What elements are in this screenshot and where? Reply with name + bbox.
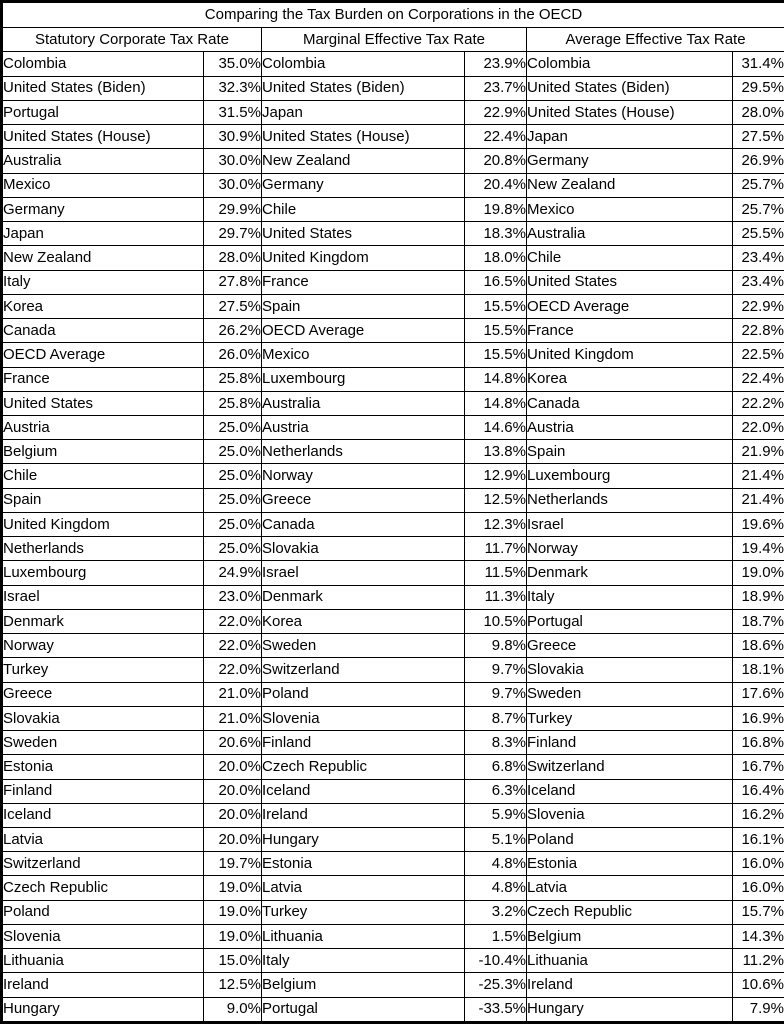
- rate-cell: 4.8%: [465, 876, 527, 900]
- rate-cell: 9.8%: [465, 634, 527, 658]
- rate-cell: 22.9%: [465, 100, 527, 124]
- rate-cell: 31.4%: [733, 52, 784, 76]
- country-cell: Austria: [527, 416, 733, 440]
- rate-cell: 25.0%: [204, 488, 262, 512]
- country-cell: Mexico: [262, 343, 465, 367]
- table-row: [2, 949, 784, 973]
- country-cell: Czech Republic: [262, 755, 465, 779]
- country-cell: Iceland: [527, 779, 733, 803]
- rate-cell: 16.8%: [733, 731, 784, 755]
- country-cell: Hungary: [262, 827, 465, 851]
- table-row: [2, 197, 784, 221]
- country-cell: Ireland: [527, 973, 733, 997]
- rate-cell: 15.5%: [465, 343, 527, 367]
- table-row: [2, 343, 784, 367]
- rate-cell: 30.9%: [204, 125, 262, 149]
- rate-cell: 31.5%: [204, 100, 262, 124]
- table-row: [2, 803, 784, 827]
- rate-cell: -33.5%: [465, 997, 527, 1022]
- header-row: [2, 28, 784, 52]
- rate-cell: 8.7%: [465, 706, 527, 730]
- country-cell: Luxembourg: [262, 367, 465, 391]
- table-row: [2, 246, 784, 270]
- table-row: [2, 585, 784, 609]
- table-row: [2, 512, 784, 536]
- table-row: [2, 561, 784, 585]
- rate-cell: 20.0%: [204, 827, 262, 851]
- country-cell: Portugal: [262, 997, 465, 1022]
- country-cell: Latvia: [527, 876, 733, 900]
- table-row: [2, 634, 784, 658]
- table-row: [2, 827, 784, 851]
- rate-cell: 25.5%: [733, 222, 784, 246]
- country-cell: Switzerland: [262, 658, 465, 682]
- rate-cell: 25.0%: [204, 416, 262, 440]
- country-cell: Spain: [262, 294, 465, 318]
- rate-cell: 16.2%: [733, 803, 784, 827]
- country-cell: Switzerland: [527, 755, 733, 779]
- country-cell: United States (Biden): [2, 76, 204, 100]
- rate-cell: 8.3%: [465, 731, 527, 755]
- rate-cell: 28.0%: [733, 100, 784, 124]
- rate-cell: 22.9%: [733, 294, 784, 318]
- header-marginal-effective-tax-rate: Marginal Effective Tax Rate: [262, 28, 527, 52]
- rate-cell: 12.9%: [465, 464, 527, 488]
- rate-cell: 20.6%: [204, 731, 262, 755]
- country-cell: Mexico: [2, 173, 204, 197]
- table-row: [2, 125, 784, 149]
- table-title: Comparing the Tax Burden on Corporations in the OECD: [2, 2, 784, 28]
- table-row: [2, 149, 784, 173]
- country-cell: Greece: [2, 682, 204, 706]
- country-cell: Czech Republic: [2, 876, 204, 900]
- rate-cell: 25.0%: [204, 512, 262, 536]
- country-cell: Netherlands: [2, 537, 204, 561]
- country-cell: Lithuania: [262, 924, 465, 948]
- rate-cell: 19.0%: [204, 876, 262, 900]
- country-cell: Greece: [262, 488, 465, 512]
- rate-cell: 15.7%: [733, 900, 784, 924]
- country-cell: Slovakia: [527, 658, 733, 682]
- rate-cell: 21.0%: [204, 706, 262, 730]
- country-cell: Turkey: [2, 658, 204, 682]
- rate-cell: 19.0%: [204, 900, 262, 924]
- table-row: [2, 76, 784, 100]
- country-cell: Mexico: [527, 197, 733, 221]
- country-cell: Austria: [2, 416, 204, 440]
- table-row: [2, 755, 784, 779]
- rate-cell: 19.0%: [733, 561, 784, 585]
- country-cell: Finland: [2, 779, 204, 803]
- rate-cell: 19.6%: [733, 512, 784, 536]
- country-cell: Turkey: [527, 706, 733, 730]
- rate-cell: 21.0%: [204, 682, 262, 706]
- table-row: [2, 173, 784, 197]
- rate-cell: 15.5%: [465, 319, 527, 343]
- rate-cell: 29.9%: [204, 197, 262, 221]
- rate-cell: 16.7%: [733, 755, 784, 779]
- country-cell: United States: [2, 391, 204, 415]
- country-cell: Italy: [2, 270, 204, 294]
- country-cell: Slovakia: [2, 706, 204, 730]
- country-cell: Belgium: [527, 924, 733, 948]
- rate-cell: 18.0%: [465, 246, 527, 270]
- country-cell: Poland: [527, 827, 733, 851]
- country-cell: United Kingdom: [262, 246, 465, 270]
- rate-cell: 14.8%: [465, 391, 527, 415]
- country-cell: Norway: [2, 634, 204, 658]
- table-row: [2, 876, 784, 900]
- country-cell: Czech Republic: [527, 900, 733, 924]
- country-cell: Portugal: [2, 100, 204, 124]
- rate-cell: 17.6%: [733, 682, 784, 706]
- country-cell: Japan: [2, 222, 204, 246]
- rate-cell: 21.4%: [733, 464, 784, 488]
- country-cell: Portugal: [527, 609, 733, 633]
- country-cell: Belgium: [262, 973, 465, 997]
- rate-cell: 28.0%: [204, 246, 262, 270]
- country-cell: Israel: [262, 561, 465, 585]
- rate-cell: 25.7%: [733, 197, 784, 221]
- table-row: [2, 391, 784, 415]
- country-cell: United States: [262, 222, 465, 246]
- country-cell: France: [527, 319, 733, 343]
- rate-cell: 9.7%: [465, 658, 527, 682]
- country-cell: Spain: [527, 440, 733, 464]
- rate-cell: 3.2%: [465, 900, 527, 924]
- country-cell: Israel: [2, 585, 204, 609]
- rate-cell: 14.6%: [465, 416, 527, 440]
- rate-cell: 25.7%: [733, 173, 784, 197]
- country-cell: Finland: [527, 731, 733, 755]
- rate-cell: 11.7%: [465, 537, 527, 561]
- rate-cell: 23.7%: [465, 76, 527, 100]
- rate-cell: 20.8%: [465, 149, 527, 173]
- country-cell: Latvia: [262, 876, 465, 900]
- table-row: [2, 924, 784, 948]
- country-cell: Chile: [2, 464, 204, 488]
- rate-cell: 23.4%: [733, 270, 784, 294]
- rate-cell: 30.0%: [204, 149, 262, 173]
- title-row: [2, 2, 784, 28]
- country-cell: Denmark: [262, 585, 465, 609]
- table-row: [2, 731, 784, 755]
- rate-cell: 9.0%: [204, 997, 262, 1022]
- country-cell: Slovenia: [527, 803, 733, 827]
- rate-cell: 18.9%: [733, 585, 784, 609]
- country-cell: New Zealand: [262, 149, 465, 173]
- country-cell: United States (House): [262, 125, 465, 149]
- table-row: [2, 319, 784, 343]
- country-cell: Japan: [262, 100, 465, 124]
- rate-cell: 26.0%: [204, 343, 262, 367]
- country-cell: Switzerland: [2, 852, 204, 876]
- rate-cell: 5.9%: [465, 803, 527, 827]
- country-cell: United Kingdom: [527, 343, 733, 367]
- country-cell: Italy: [527, 585, 733, 609]
- header-statutory-corporate-tax-rate: Statutory Corporate Tax Rate: [2, 28, 262, 52]
- rate-cell: 19.7%: [204, 852, 262, 876]
- country-cell: Germany: [262, 173, 465, 197]
- country-cell: United States: [527, 270, 733, 294]
- rate-cell: 27.5%: [204, 294, 262, 318]
- rate-cell: 22.0%: [204, 634, 262, 658]
- rate-cell: 1.5%: [465, 924, 527, 948]
- table-row: [2, 973, 784, 997]
- country-cell: Hungary: [2, 997, 204, 1022]
- table-row: [2, 900, 784, 924]
- table-row: [2, 609, 784, 633]
- rate-cell: 32.3%: [204, 76, 262, 100]
- rate-cell: 10.5%: [465, 609, 527, 633]
- country-cell: United States (Biden): [262, 76, 465, 100]
- country-cell: OECD Average: [2, 343, 204, 367]
- country-cell: Korea: [2, 294, 204, 318]
- rate-cell: 18.7%: [733, 609, 784, 633]
- rate-cell: 5.1%: [465, 827, 527, 851]
- rate-cell: 25.8%: [204, 391, 262, 415]
- rate-cell: 21.9%: [733, 440, 784, 464]
- rate-cell: 16.9%: [733, 706, 784, 730]
- country-cell: Estonia: [2, 755, 204, 779]
- country-cell: Chile: [527, 246, 733, 270]
- table-row: [2, 416, 784, 440]
- country-cell: United States (Biden): [527, 76, 733, 100]
- rate-cell: 29.7%: [204, 222, 262, 246]
- country-cell: Australia: [527, 222, 733, 246]
- rate-cell: 9.7%: [465, 682, 527, 706]
- rate-cell: 20.4%: [465, 173, 527, 197]
- country-cell: Germany: [527, 149, 733, 173]
- country-cell: Sweden: [527, 682, 733, 706]
- table-row: [2, 488, 784, 512]
- rate-cell: 27.5%: [733, 125, 784, 149]
- country-cell: Ireland: [262, 803, 465, 827]
- country-cell: Colombia: [527, 52, 733, 76]
- country-cell: Greece: [527, 634, 733, 658]
- country-cell: United Kingdom: [2, 512, 204, 536]
- country-cell: Korea: [527, 367, 733, 391]
- country-cell: OECD Average: [527, 294, 733, 318]
- country-cell: Canada: [262, 512, 465, 536]
- rate-cell: 20.0%: [204, 803, 262, 827]
- rate-cell: 22.0%: [204, 609, 262, 633]
- country-cell: United States (House): [527, 100, 733, 124]
- rate-cell: 12.5%: [204, 973, 262, 997]
- rate-cell: 19.0%: [204, 924, 262, 948]
- country-cell: Ireland: [2, 973, 204, 997]
- rate-cell: 6.8%: [465, 755, 527, 779]
- country-cell: Australia: [2, 149, 204, 173]
- rate-cell: 27.8%: [204, 270, 262, 294]
- rate-cell: 22.2%: [733, 391, 784, 415]
- country-cell: Latvia: [2, 827, 204, 851]
- country-cell: Austria: [262, 416, 465, 440]
- rate-cell: 4.8%: [465, 852, 527, 876]
- rate-cell: 22.0%: [733, 416, 784, 440]
- rate-cell: -10.4%: [465, 949, 527, 973]
- country-cell: Slovenia: [262, 706, 465, 730]
- country-cell: Lithuania: [527, 949, 733, 973]
- rate-cell: 22.0%: [204, 658, 262, 682]
- rate-cell: 25.8%: [204, 367, 262, 391]
- country-cell: Denmark: [527, 561, 733, 585]
- rate-cell: 26.2%: [204, 319, 262, 343]
- rate-cell: 6.3%: [465, 779, 527, 803]
- tax-table-body: [2, 52, 784, 1023]
- country-cell: Netherlands: [527, 488, 733, 512]
- table-row: [2, 100, 784, 124]
- country-cell: Netherlands: [262, 440, 465, 464]
- rate-cell: 25.0%: [204, 464, 262, 488]
- rate-cell: 22.4%: [465, 125, 527, 149]
- country-cell: Hungary: [527, 997, 733, 1022]
- country-cell: Colombia: [262, 52, 465, 76]
- country-cell: Denmark: [2, 609, 204, 633]
- rate-cell: 14.8%: [465, 367, 527, 391]
- country-cell: Italy: [262, 949, 465, 973]
- rate-cell: 24.9%: [204, 561, 262, 585]
- country-cell: Poland: [262, 682, 465, 706]
- table-row: [2, 852, 784, 876]
- rate-cell: 18.6%: [733, 634, 784, 658]
- rate-cell: 26.9%: [733, 149, 784, 173]
- country-cell: Luxembourg: [2, 561, 204, 585]
- country-cell: Sweden: [2, 731, 204, 755]
- rate-cell: 23.9%: [465, 52, 527, 76]
- rate-cell: 16.0%: [733, 852, 784, 876]
- country-cell: Colombia: [2, 52, 204, 76]
- rate-cell: 14.3%: [733, 924, 784, 948]
- rate-cell: 16.0%: [733, 876, 784, 900]
- rate-cell: 20.0%: [204, 779, 262, 803]
- rate-cell: 21.4%: [733, 488, 784, 512]
- rate-cell: 7.9%: [733, 997, 784, 1022]
- table-row: [2, 464, 784, 488]
- table-row: [2, 440, 784, 464]
- rate-cell: 25.0%: [204, 440, 262, 464]
- rate-cell: 11.2%: [733, 949, 784, 973]
- table-row: [2, 658, 784, 682]
- country-cell: Spain: [2, 488, 204, 512]
- country-cell: Korea: [262, 609, 465, 633]
- country-cell: Lithuania: [2, 949, 204, 973]
- rate-cell: 29.5%: [733, 76, 784, 100]
- rate-cell: 18.1%: [733, 658, 784, 682]
- rate-cell: 11.5%: [465, 561, 527, 585]
- table-row: [2, 367, 784, 391]
- rate-cell: 12.5%: [465, 488, 527, 512]
- country-cell: Canada: [527, 391, 733, 415]
- table-row: [2, 52, 784, 76]
- table-row: [2, 706, 784, 730]
- country-cell: France: [262, 270, 465, 294]
- table-row: [2, 270, 784, 294]
- country-cell: Norway: [527, 537, 733, 561]
- rate-cell: 15.5%: [465, 294, 527, 318]
- rate-cell: 10.6%: [733, 973, 784, 997]
- country-cell: France: [2, 367, 204, 391]
- header-average-effective-tax-rate: Average Effective Tax Rate: [527, 28, 784, 52]
- rate-cell: 11.3%: [465, 585, 527, 609]
- country-cell: Turkey: [262, 900, 465, 924]
- rate-cell: 35.0%: [204, 52, 262, 76]
- country-cell: Germany: [2, 197, 204, 221]
- country-cell: United States (House): [2, 125, 204, 149]
- rate-cell: 12.3%: [465, 512, 527, 536]
- country-cell: Canada: [2, 319, 204, 343]
- rate-cell: 19.4%: [733, 537, 784, 561]
- country-cell: Sweden: [262, 634, 465, 658]
- table-row: [2, 537, 784, 561]
- country-cell: Israel: [527, 512, 733, 536]
- rate-cell: 23.0%: [204, 585, 262, 609]
- rate-cell: -25.3%: [465, 973, 527, 997]
- rate-cell: 16.5%: [465, 270, 527, 294]
- country-cell: Iceland: [262, 779, 465, 803]
- rate-cell: 25.0%: [204, 537, 262, 561]
- country-cell: Luxembourg: [527, 464, 733, 488]
- country-cell: Iceland: [2, 803, 204, 827]
- rate-cell: 23.4%: [733, 246, 784, 270]
- table-row: [2, 682, 784, 706]
- rate-cell: 22.4%: [733, 367, 784, 391]
- rate-cell: 22.5%: [733, 343, 784, 367]
- rate-cell: 16.1%: [733, 827, 784, 851]
- rate-cell: 13.8%: [465, 440, 527, 464]
- country-cell: Japan: [527, 125, 733, 149]
- rate-cell: 22.8%: [733, 319, 784, 343]
- table-row: [2, 222, 784, 246]
- country-cell: New Zealand: [2, 246, 204, 270]
- country-cell: Estonia: [262, 852, 465, 876]
- table-row: [2, 997, 784, 1022]
- country-cell: Norway: [262, 464, 465, 488]
- rate-cell: 20.0%: [204, 755, 262, 779]
- country-cell: OECD Average: [262, 319, 465, 343]
- rate-cell: 19.8%: [465, 197, 527, 221]
- rate-cell: 15.0%: [204, 949, 262, 973]
- country-cell: Finland: [262, 731, 465, 755]
- country-cell: Australia: [262, 391, 465, 415]
- table-row: [2, 294, 784, 318]
- country-cell: Slovakia: [262, 537, 465, 561]
- country-cell: New Zealand: [527, 173, 733, 197]
- rate-cell: 16.4%: [733, 779, 784, 803]
- country-cell: Poland: [2, 900, 204, 924]
- country-cell: Slovenia: [2, 924, 204, 948]
- rate-cell: 30.0%: [204, 173, 262, 197]
- table-row: [2, 779, 784, 803]
- country-cell: Estonia: [527, 852, 733, 876]
- country-cell: Belgium: [2, 440, 204, 464]
- country-cell: Chile: [262, 197, 465, 221]
- rate-cell: 18.3%: [465, 222, 527, 246]
